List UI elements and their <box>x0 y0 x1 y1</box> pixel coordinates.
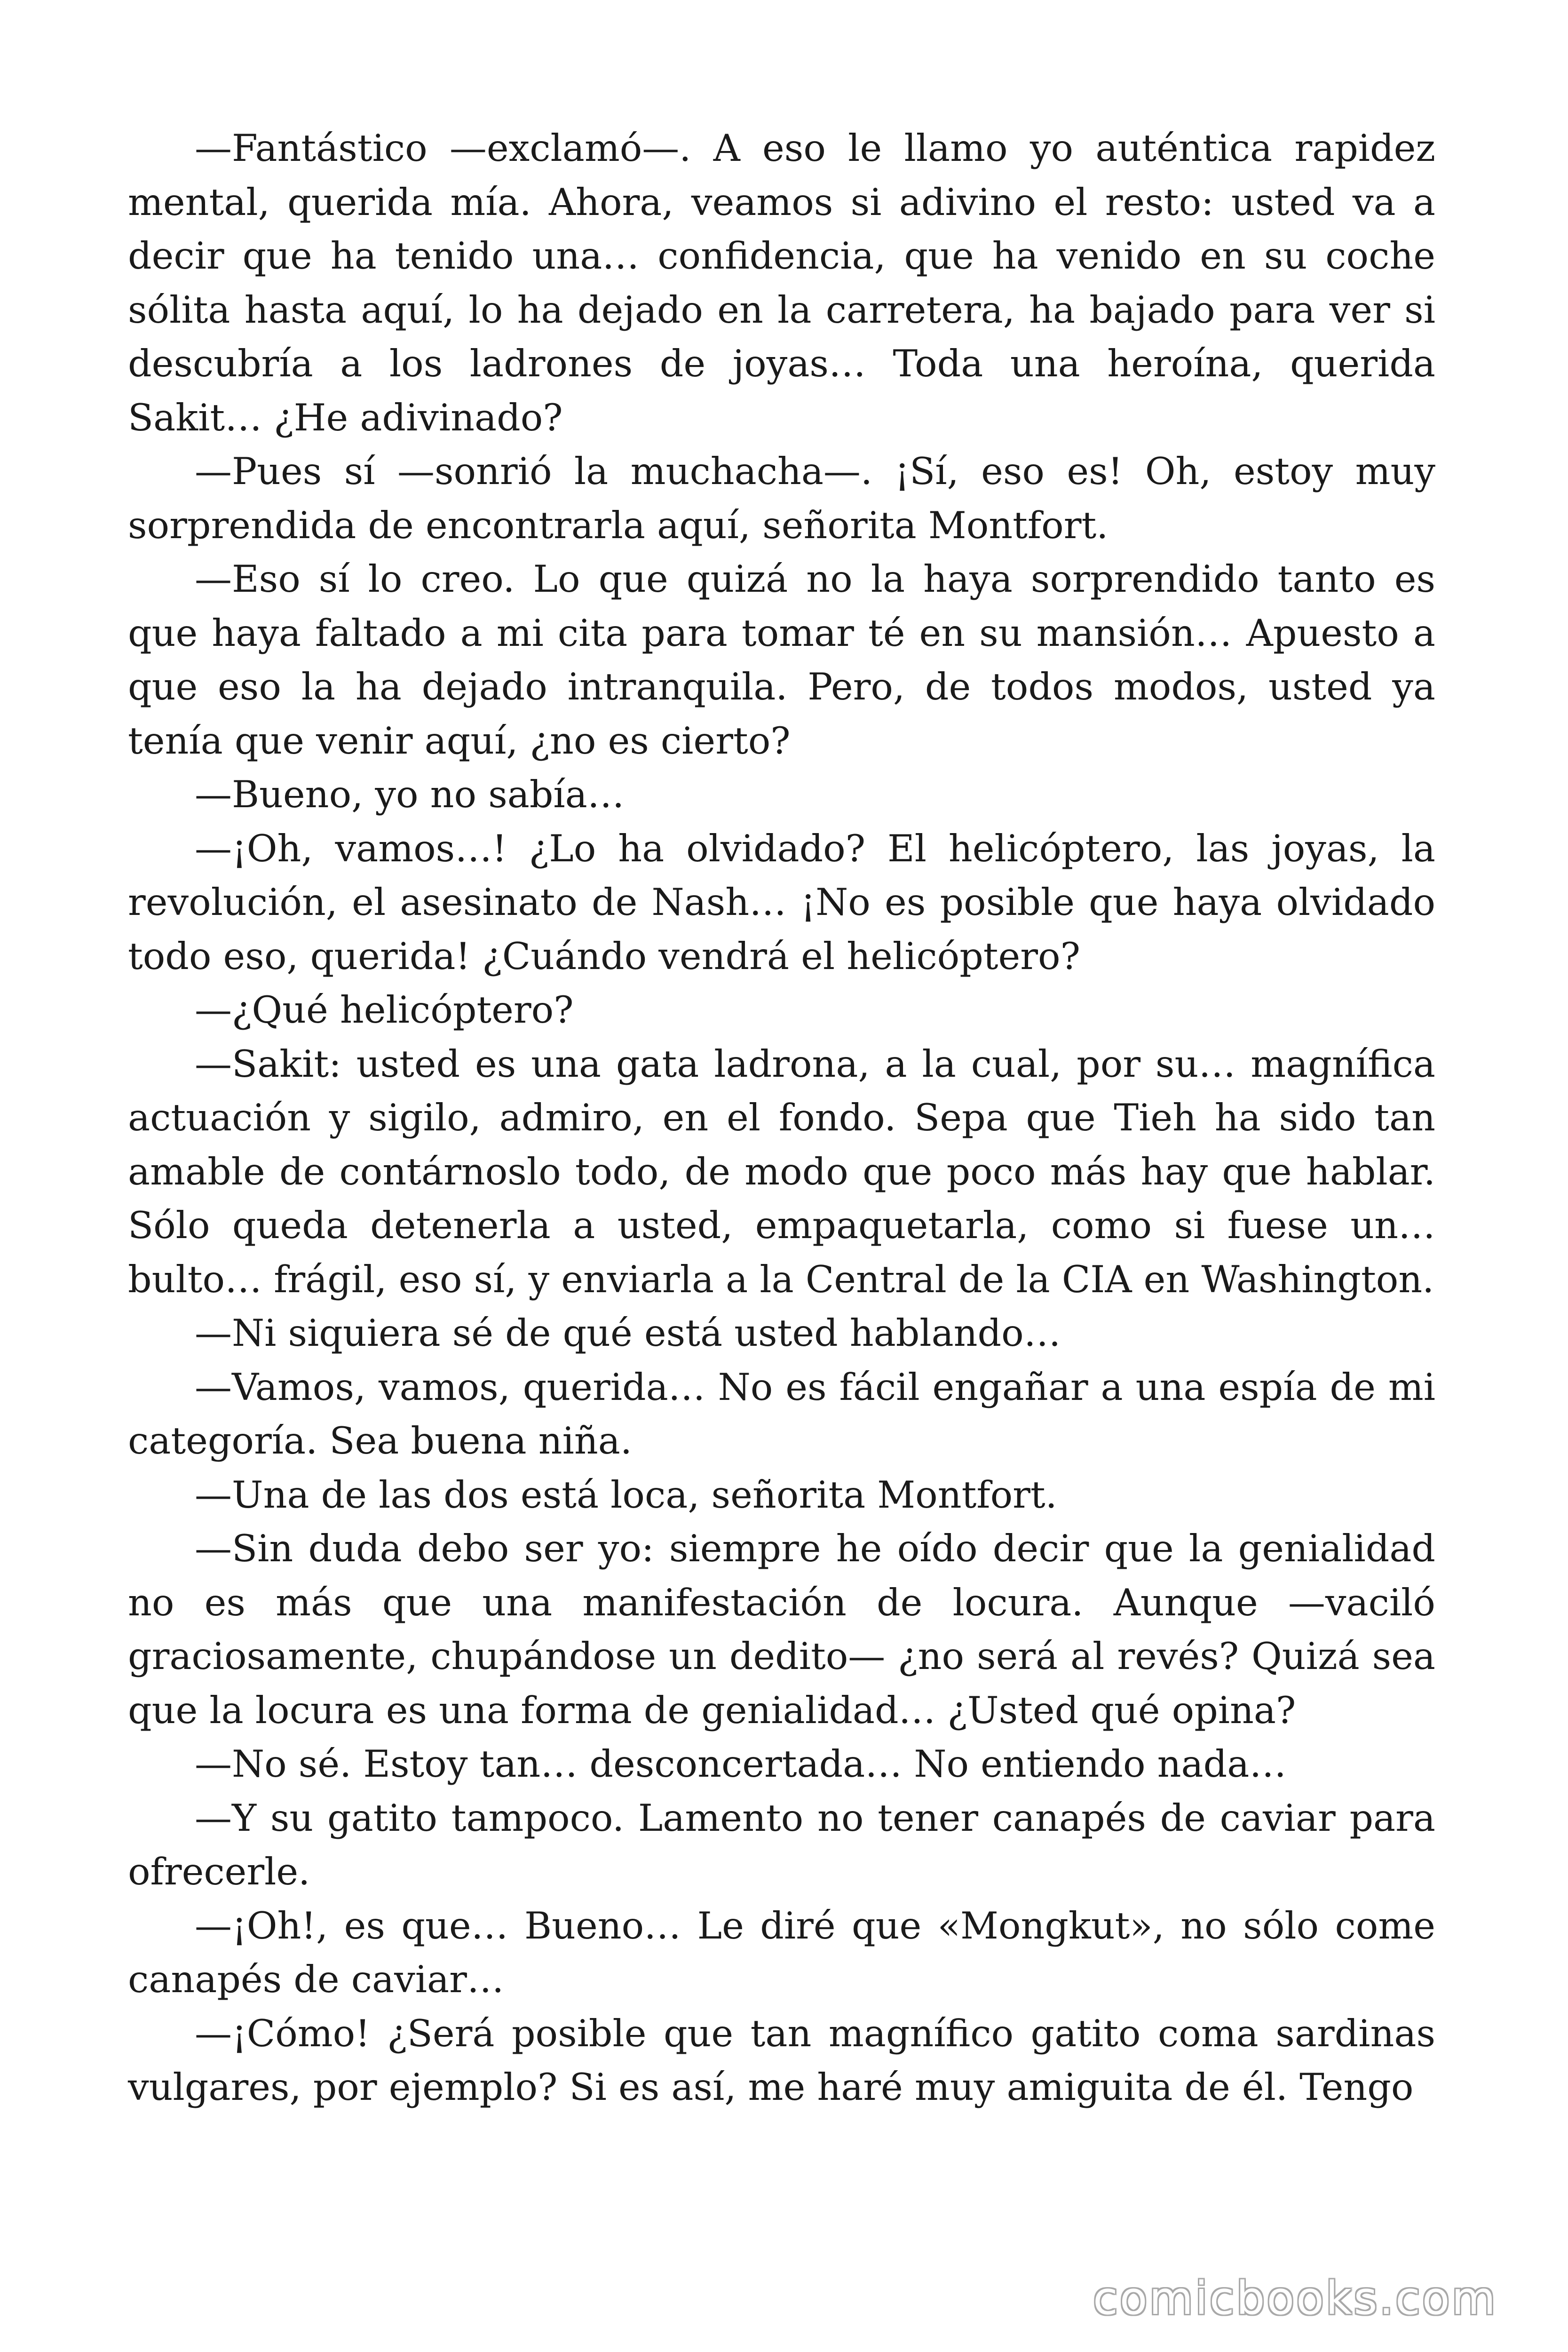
paragraph: —No sé. Estoy tan… desconcertada… No entiendo nada… <box>195 1742 1287 1786</box>
body-text <box>128 121 1435 2114</box>
paragraph: —Pues sí —sonrió la muchacha—. ¡Sí, eso es! Oh, estoy muy sorprendida de encontrarla aquí, señorita Montfort. <box>128 450 1435 547</box>
paragraph: —¡Oh, vamos…! ¿Lo ha olvidado? El helicóptero, las joyas, la revolución, el asesinato de Nash… ¡No es posible que haya olvidado todo eso, querida! ¿Cuándo vendrá el helicóptero? <box>128 826 1435 978</box>
paragraph: —¡Oh!, es que… Bueno… Le diré que «Mongkut», no sólo come canapés de caviar… <box>128 1904 1435 2001</box>
paragraph: —¡Cómo! ¿Será posible que tan magnífico gatito coma sardinas vulgares, por ejemplo? Si es así, me haré muy amiguita de él. Tengo <box>128 2011 1435 2109</box>
paragraph: —Sakit: usted es una gata ladrona, a la cual, por su… magnífica actuación y sigilo, admiro, en el fondo. Sepa que Tieh ha sido tan amable de contárnoslo todo, de modo que poco más hay que hablar. Sólo queda detenerla a usted, empaquetarla, como si fuese un… bulto… frágil, eso sí, y enviarla a la Central de la CIA en Washington. <box>128 1042 1435 1301</box>
paragraph: —Fantástico —exclamó—. A eso le llamo yo auténtica rapidez mental, querida mía. Ahora, veamos si adivino el resto: usted va a decir que ha tenido una… confidencia, que ha venido en su coche sólita hasta aquí, lo ha dejado en la carretera, ha bajado para ver si descubría a los ladrones de joyas… Toda una heroína, querida Sakit… ¿He adivinado? <box>128 127 1435 439</box>
paragraph: —Bueno, yo no sabía… <box>195 773 625 816</box>
paragraph: —Y su gatito tampoco. Lamento no tener canapés de caviar para ofrecerle. <box>128 1796 1435 1893</box>
paragraph: —¿Qué helicóptero? <box>195 988 574 1032</box>
paragraph: —Eso sí lo creo. Lo que quizá no la haya sorprendido tanto es que haya faltado a mi cita para tomar té en su mansión… Apuesto a que eso la ha dejado intranquila. Pero, de todos modos, usted ya tenía que venir aquí, ¿no es cierto? <box>128 557 1435 763</box>
paragraph: —Una de las dos está loca, señorita Montfort. <box>195 1473 1057 1517</box>
paragraph: —Vamos, vamos, querida… No es fácil engañar a una espía de mi categoría. Sea buena niña. <box>128 1365 1435 1462</box>
paragraph: —Ni siquiera sé de qué está usted hablando… <box>195 1311 1061 1355</box>
paragraph: —Sin duda debo ser yo: siempre he oído decir que la genialidad no es más que una manifestación de locura. Aunque —vaciló graciosamente, chupándose un dedito— ¿no será al revés? Quizá sea que la locura es una forma de genialidad… ¿Usted qué opina? <box>128 1527 1435 1732</box>
watermark: comicbooks.com <box>1093 2272 1497 2325</box>
